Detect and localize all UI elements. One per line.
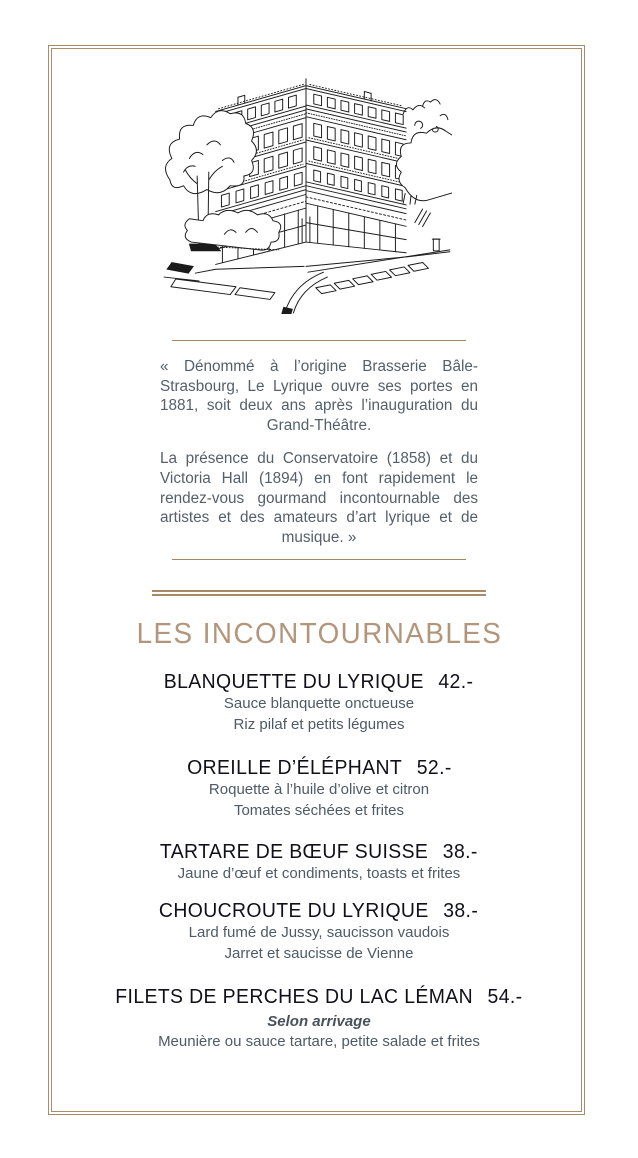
dish-description: Tomates séchées et frites (233, 802, 405, 820)
dish-name: TARTARE DE BŒUF SUISSE (160, 841, 429, 864)
building-sketch-icon (160, 71, 452, 314)
quote-paragraph-2: La présence du Conservatoire (1858) et du Victoria Hall (1894) en font rapidement le rendez-vous gourmand incontournable des artistes et des amateurs d’art lyrique et de musique. » (160, 450, 478, 546)
dish-description: Meunière ou sauce tartare, petite salade et frites (158, 1033, 480, 1051)
dish-description: Jaune d’œuf et condiments, toasts et frites (177, 865, 461, 883)
menu-item-filets-de-perches (109, 986, 529, 1052)
dish-price: 38.- (442, 841, 478, 864)
dish-description: Riz pilaf et petits légumes (233, 716, 405, 734)
history-quote (160, 357, 478, 547)
dish-price: 52.- (416, 757, 452, 780)
dish-title-row (159, 900, 478, 922)
dish-title-row (187, 757, 452, 779)
separator-line-top (172, 340, 466, 341)
menu-items-list (0, 651, 638, 1052)
dish-price: 54.- (487, 986, 523, 1009)
section-title: LES INCONTOURNABLES (136, 618, 502, 651)
dish-title-row (115, 986, 522, 1008)
double-rule-divider (152, 590, 486, 596)
dish-name: BLANQUETTE DU LYRIQUE (164, 671, 425, 694)
dish-description: Sauce blanquette onctueuse (223, 695, 415, 713)
separator-line-bottom (172, 559, 466, 560)
menu-content (0, 45, 638, 1052)
dish-title-row (164, 671, 474, 693)
dish-name: FILETS DE PERCHES DU LAC LÉMAN (115, 986, 474, 1009)
menu-item-tartare (155, 841, 483, 884)
dish-description: Lard fumé de Jussy, saucisson vaudois (188, 924, 450, 942)
menu-item-blanquette (159, 671, 478, 735)
dish-price: 42.- (438, 671, 474, 694)
menu-item-choucroute (154, 900, 483, 964)
dish-description: Jarret et saucisse de Vienne (224, 945, 414, 963)
dish-description: Roquette à l’huile d’olive et citron (208, 781, 430, 799)
dish-name: OREILLE D’ÉLÉPHANT (186, 757, 402, 780)
dish-title-row (160, 841, 478, 863)
quote-paragraph-1: « Dénommé à l’origine Brasserie Bâle-Strasbourg, Le Lyrique ouvre ses portes en 1881, soit deux ans après l’inauguration du Grand-Théâtre. (160, 358, 478, 434)
dish-price: 38.- (443, 900, 479, 923)
dish-name: CHOUCROUTE DU LYRIQUE (159, 900, 430, 923)
menu-item-oreille (183, 757, 456, 821)
dish-availability-note: Selon arrivage (267, 1013, 371, 1031)
